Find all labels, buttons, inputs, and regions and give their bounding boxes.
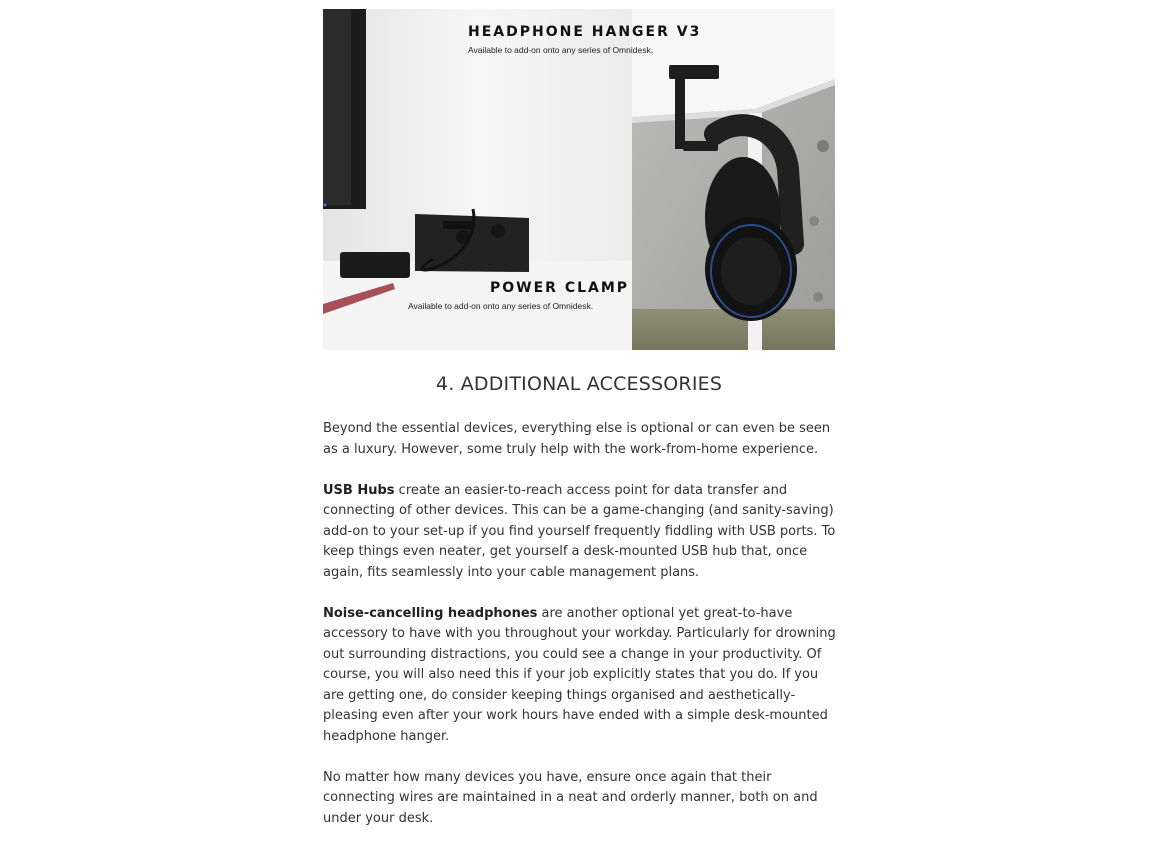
headphone-hanger-subtitle: Available to add-on onto any series of Omnidesk. <box>468 45 654 55</box>
noise-cancelling-term: Noise-cancelling headphones <box>323 605 538 621</box>
usb-hubs-text: create an easier-to-reach access point for data transfer and connecting of other devices. This can be a game-changing (and sanity-saving) add-on to your set-up if you find yourself frequently fiddling with USB ports. To keep things even neater, get yourself a desk-mounted USB hub that, once again, fits seamlessly into your cable management plans. <box>323 482 836 580</box>
closing-paragraph: No matter how many devices you have, ensure once again that their connecting wires are maintained in a neat and orderly manner, both on and under your desk. <box>323 769 818 826</box>
article-body <box>323 419 837 850</box>
product-hero-image <box>323 9 835 350</box>
usb-hubs-term: USB Hubs <box>323 482 395 498</box>
noise-cancelling-text: are another optional yet great-to-have accessory to have with you throughout your workday. Particularly for drowning out surrounding distractions, you could see a change in your productivity. Of course, you will also need this if your job explicitly states that you do. If you are getting one, do consider keeping things organised and aesthetically-pleasing even after your work hours have ended with a simple desk-mounted headphone hanger. <box>323 605 836 744</box>
power-adapter <box>340 252 410 278</box>
headphone-hanger-title: HEADPHONE HANGER V3 <box>468 24 702 40</box>
noise-cancelling-paragraph <box>323 604 837 748</box>
usb-hubs-paragraph <box>323 481 837 584</box>
hanger-clamp <box>669 65 719 79</box>
section-heading: 4. ADDITIONAL ACCESSORIES <box>435 373 723 395</box>
product-photo <box>323 9 835 350</box>
intro-paragraph: Beyond the essential devices, everything else is optional or can even be seen as a luxury. However, some truly help with the work-from-home experience. <box>323 421 831 457</box>
power-clamp-title: POWER CLAMP <box>490 280 630 296</box>
power-clamp-subtitle: Available to add-on onto any series of Omnidesk. <box>408 301 594 311</box>
